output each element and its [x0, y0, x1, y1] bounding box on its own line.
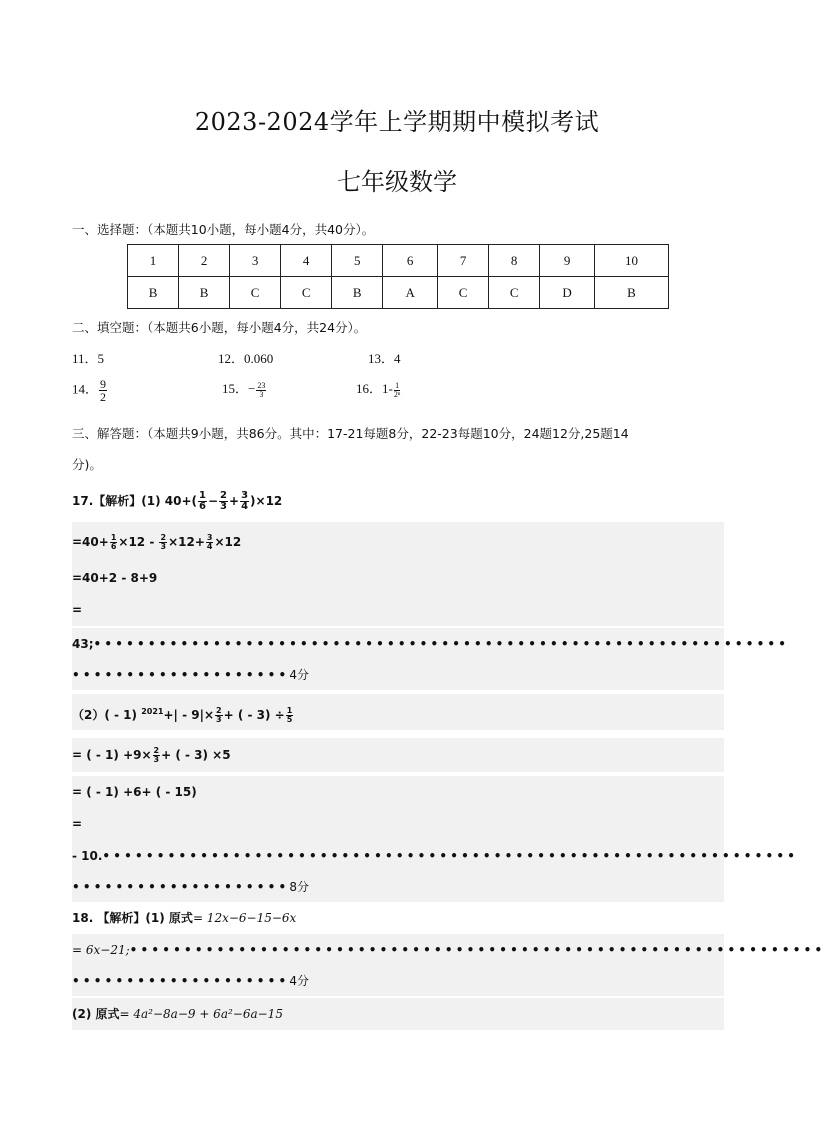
expr: ×12 -	[118, 535, 159, 549]
answer-table-number-cell: 3	[230, 245, 281, 277]
fraction	[215, 707, 223, 724]
fraction	[198, 491, 207, 512]
fraction-denominator: 3	[259, 389, 264, 399]
answer-table-number-row	[128, 245, 669, 277]
fraction	[159, 534, 167, 551]
answer-16-fraction	[394, 382, 401, 399]
answer-11: 11．5	[72, 351, 105, 366]
fraction-denominator: 6	[110, 542, 117, 551]
fraction	[286, 707, 294, 724]
answer-table-number-cell: 7	[438, 245, 489, 277]
expr: =40+	[72, 535, 109, 549]
q17-score-1	[72, 660, 724, 690]
result: 43;	[72, 637, 94, 651]
answer-14	[72, 378, 108, 403]
q17-step-6: = ( - 1) +6+ ( - 15)	[72, 776, 724, 808]
exponent: 2021	[141, 707, 164, 716]
answer-table-answer-row	[128, 277, 669, 309]
fraction	[153, 747, 161, 764]
exam-subtitle: 七年级数学	[337, 168, 457, 196]
fraction-denominator: 4	[241, 501, 249, 512]
exam-title: 2023-2024学年上学期期中模拟考试	[194, 108, 600, 136]
q17-label: 17.【解析】(1) 40+(	[72, 494, 197, 508]
q17-problem-1	[72, 490, 724, 520]
q17-step-3: =	[72, 594, 724, 626]
fraction-numerator: 1	[286, 706, 293, 715]
fraction-numerator: 2	[216, 706, 222, 715]
expr: （2）( - 1)	[72, 708, 142, 722]
leader-dots: ••••••••••••••••••••••••••••••••••••••••••••••••••••••••••••••••	[93, 637, 790, 651]
answer-table-number-cell: 10	[595, 245, 669, 277]
expr: ×12	[214, 535, 242, 549]
section3-heading-line2: 分)。	[72, 457, 102, 472]
answer-table-answer-cell: A	[383, 277, 438, 309]
q18-label-2: (2) 原式	[72, 1007, 120, 1021]
answer-15-label: 15．	[222, 381, 249, 396]
q17-score-2	[72, 872, 724, 902]
q18-problem-2	[72, 998, 724, 1030]
answer-table-number-cell: 5	[332, 245, 383, 277]
answer-table-number-cell: 8	[489, 245, 540, 277]
answer-table-answer-cell: C	[489, 277, 540, 309]
leader-dots: ••••••••••••••••••••	[72, 668, 290, 682]
answer-table-number-cell: 2	[179, 245, 230, 277]
fraction-denominator: 2	[100, 390, 107, 404]
result: = 6x−21;	[72, 943, 130, 957]
fraction-denominator: 3	[153, 755, 160, 764]
fraction-numerator: 23	[257, 380, 266, 390]
fraction-denominator: 4	[206, 542, 213, 551]
leader-dots: ••••••••••••••••••••	[72, 974, 290, 988]
fraction	[110, 534, 118, 551]
fraction-denominator: 6	[199, 501, 206, 512]
answer-15-fraction	[256, 382, 266, 399]
answer-12: 12．0.060	[218, 351, 274, 366]
answer-table-answer-cell: D	[540, 277, 595, 309]
score: 8分	[289, 880, 310, 894]
answer-table-answer-cell: B	[128, 277, 179, 309]
fraction-numerator: 3	[206, 533, 213, 542]
section1-heading: 一、选择题：（本题共10小题，每小题4分，共40分）。	[72, 222, 375, 237]
answer-16-integer: 1-	[382, 381, 393, 396]
answer-14-fraction	[99, 378, 107, 403]
leader-dots: ••••••••••••••••••••••••••••••••••••••••••••••••••••••••••••••••	[129, 943, 825, 957]
fraction-numerator: 1	[199, 490, 206, 501]
answer-table-answer-cell: B	[332, 277, 383, 309]
leader-dots: ••••••••••••••••••••••••••••••••••••••••••••••••••••••••••••••••	[102, 849, 799, 863]
answer-table-number-cell: 1	[128, 245, 179, 277]
q17-problem-2	[72, 694, 724, 730]
expr: = ( - 1) +9×	[72, 748, 152, 762]
answer-15	[222, 378, 267, 399]
q17-step-2: =40+2 - 8+9	[72, 562, 724, 594]
score: 4分	[289, 974, 310, 988]
answer-table-number-cell: 6	[383, 245, 438, 277]
answer-13: 13．4	[368, 351, 401, 366]
answer-16-label: 16．	[356, 381, 383, 396]
answer-15-sign: −	[248, 381, 256, 396]
q17-step-7: =	[72, 808, 724, 840]
expr: = 4a²−8a−9 + 6a²−6a−15	[119, 1007, 283, 1021]
fraction-numerator: 9	[100, 377, 107, 391]
q18-label: 18. 【解析】(1) 原式	[72, 911, 193, 925]
fraction-denominator: 5	[286, 715, 293, 724]
answer-table-answer-cell: C	[230, 277, 281, 309]
q17-step-8	[72, 840, 799, 872]
fraction	[206, 534, 214, 551]
q17-step-5	[72, 738, 724, 772]
answer-table-answer-cell: C	[438, 277, 489, 309]
answer-16	[356, 378, 401, 399]
expr: = 12x−6−15−6x	[192, 911, 297, 925]
fraction-numerator: 1	[110, 533, 117, 542]
expr: + ( - 3) ×5	[161, 748, 231, 762]
fraction-numerator: 3	[241, 490, 249, 501]
answer-table-number-cell: 9	[540, 245, 595, 277]
fraction-denominator: 3	[220, 501, 227, 512]
expr: + ( - 3) ÷	[223, 708, 285, 722]
answer-table	[127, 244, 669, 309]
expr: +| - 9|×	[163, 708, 215, 722]
fraction-denominator: 3	[160, 542, 167, 551]
answer-table-answer-cell: B	[179, 277, 230, 309]
fraction	[219, 491, 228, 512]
q18-step-1	[72, 934, 825, 966]
answer-table-number-cell: 4	[281, 245, 332, 277]
fraction-numerator: 2	[220, 490, 227, 501]
answer-table-answer-cell: C	[281, 277, 332, 309]
q17-step-1	[72, 522, 724, 562]
answer-14-label: 14．	[72, 381, 99, 397]
answer-table-answer-cell: B	[595, 277, 669, 309]
fraction-denominator: 3	[216, 715, 222, 724]
fraction-denominator: 2ⁿ	[393, 389, 401, 399]
leader-dots: ••••••••••••••••••••	[72, 880, 290, 894]
fraction-numerator: 2	[160, 533, 167, 542]
operator: +	[229, 494, 240, 508]
expression-tail: )×12	[250, 494, 283, 508]
section2-heading: 二、填空题：（本题共6小题，每小题4分，共24分）。	[72, 320, 367, 335]
result: - 10.	[72, 849, 103, 863]
fraction-numerator: 1	[395, 380, 400, 390]
q18-problem-1	[72, 904, 724, 932]
section3-heading-line1: 三、解答题：（本题共9小题，共86分。其中：17-21每题8分，22-23每题10分，24题12分,25题14	[72, 426, 629, 441]
q17-step-4	[72, 628, 790, 660]
operator: −	[207, 494, 219, 508]
score: 4分	[289, 668, 310, 682]
fraction	[240, 491, 249, 512]
q18-score-1	[72, 966, 724, 996]
fraction-numerator: 2	[153, 746, 160, 755]
expr: ×12+	[168, 535, 205, 549]
